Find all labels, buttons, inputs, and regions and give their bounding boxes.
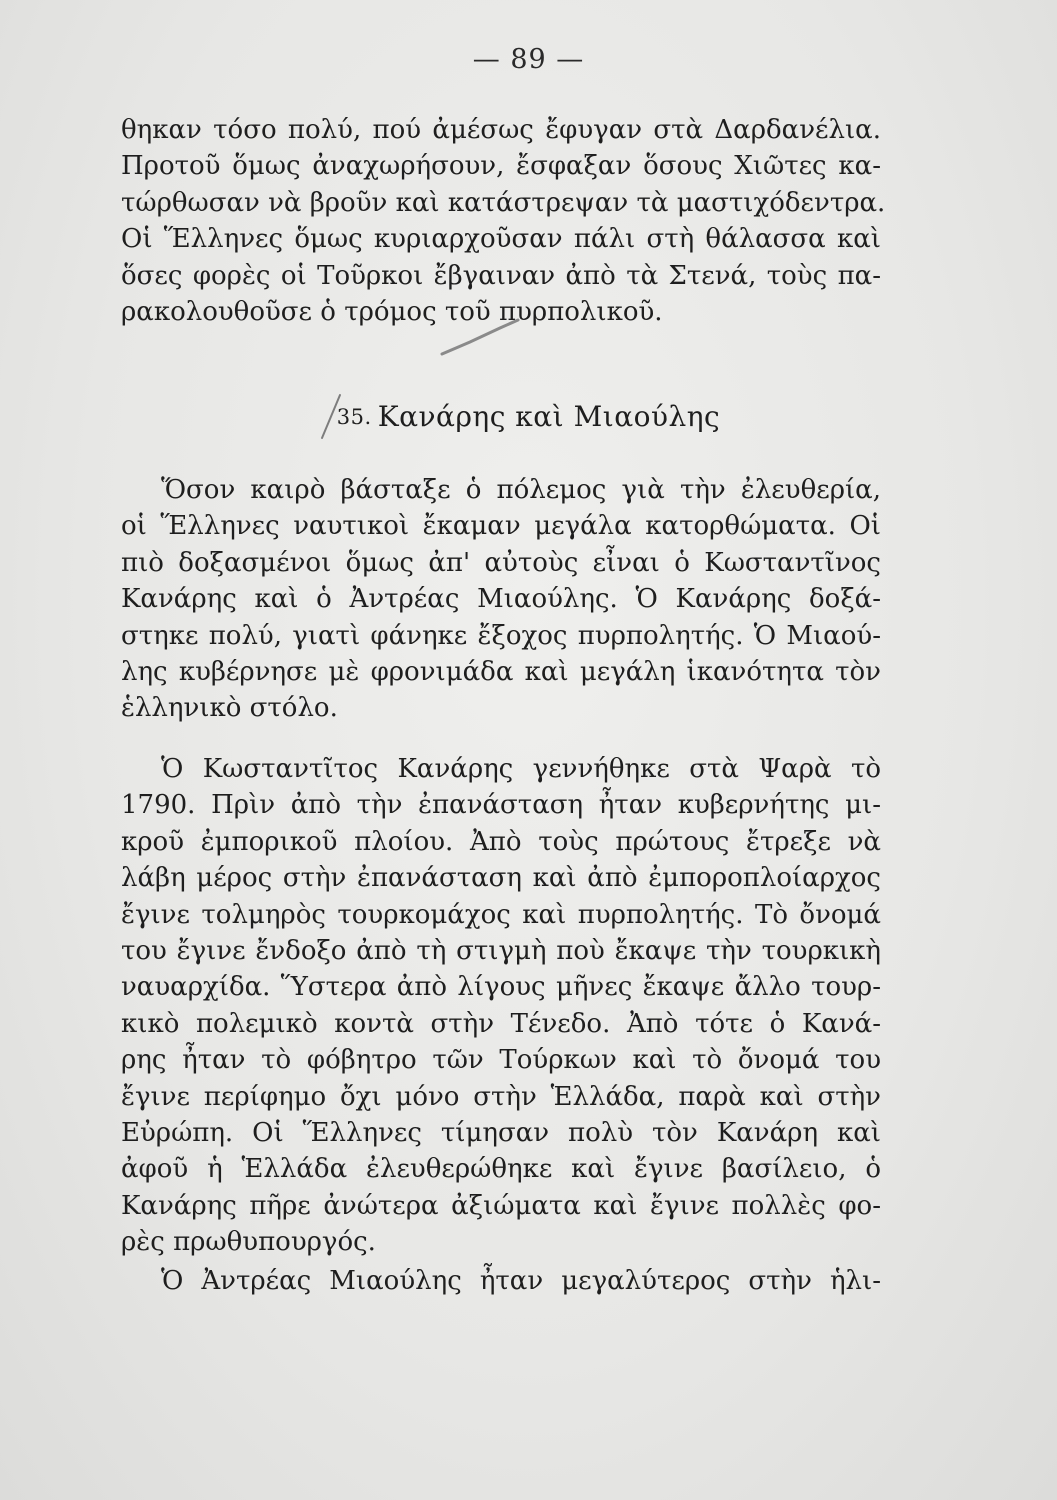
text-line: Εὐρώπη. Οἱ Ἕλληνες τίμησαν πολὺ τὸν Κανάρη καὶ bbox=[121, 1118, 881, 1149]
text-line: ἑλληνικὸ στόλο. bbox=[121, 693, 338, 724]
section-title: Κανάρης καὶ Μιαούλης bbox=[377, 400, 721, 433]
text-line: τώρθωσαν νὰ βροῦν καὶ κατάστρεψαν τὰ μαστιχόδεντρα. bbox=[121, 187, 886, 218]
text-line: κροῦ ἐμπορικοῦ πλοίου. Ἀπὸ τοὺς πρώτους ἔτρεξε νὰ bbox=[121, 826, 881, 857]
text-line: ρὲς πρωθυπουργός. bbox=[121, 1227, 376, 1258]
text-line: ναυαρχίδα. Ὕστερα ἀπὸ λίγους μῆνες ἔκαψε ἄλλο τουρ- bbox=[121, 972, 881, 1003]
text-line: ρακολουθοῦσε ὁ τρόμος τοῦ πυρπολικοῦ. bbox=[121, 297, 663, 328]
text-line: Κανάρης καὶ ὁ Ἀντρέας Μιαούλης. Ὁ Κανάρης δοξά- bbox=[121, 584, 881, 615]
text-line: Οἱ Ἕλληνες ὅμως κυριαρχοῦσαν πάλι στὴ θάλασσα καὶ bbox=[121, 224, 881, 255]
section-heading bbox=[0, 400, 1057, 433]
text-line: Ὁ Ἀντρέας Μιαούλης ἦταν μεγαλύτερος στὴν ἡλι- bbox=[161, 1266, 881, 1296]
text-line: ἔγινε τολμηρὸς τουρκομάχος καὶ πυρπολητής. Τὸ ὄνομά bbox=[121, 899, 881, 930]
paragraph-2 bbox=[121, 472, 881, 727]
text-line: Προτοῦ ὅμως ἀναχωρήσουν, ἔσφαξαν ὅσους Χιῶτες κα- bbox=[121, 151, 881, 182]
text-line: ἀφοῦ ἡ Ἑλλάδα ἐλευθερώθηκε καὶ ἔγινε βασίλειο, ὁ bbox=[121, 1154, 881, 1185]
text-line: Ὅσον καιρὸ βάσταξε ὁ πόλεμος γιὰ τὴν ἐλευθερία, bbox=[161, 475, 881, 505]
page-number: — 89 — bbox=[472, 44, 585, 75]
text-line: οἱ Ἕλληνες ναυτικοὶ ἔκαμαν μεγάλα κατορθώματα. Οἱ bbox=[121, 511, 881, 542]
paragraph-4 bbox=[121, 1263, 881, 1299]
text-line: στηκε πολύ, γιατὶ φάνηκε ἔξοχος πυρπολητής. Ὁ Μιαού- bbox=[121, 620, 881, 651]
text-line: λης κυβέρνησε μὲ φρονιμάδα καὶ μεγάλη ἱκανότητα τὸν bbox=[121, 657, 881, 688]
text-line: του ἔγινε ἔνδοξο ἀπὸ τὴ στιγμὴ πoὺ ἔκαψε τὴν τουρκικὴ bbox=[121, 936, 881, 967]
text-line: ἔγινε περίφημο ὄχι μόνο στὴν Ἑλλάδα, παρὰ καὶ στὴν bbox=[121, 1081, 881, 1112]
paragraph-3 bbox=[121, 751, 881, 1261]
section-number: 35. bbox=[336, 405, 372, 429]
text-line: ὅσες φορὲς οἱ Τοῦρκοι ἔβγαιναν ἀπὸ τὰ Στενά, τοὺς πα- bbox=[121, 260, 881, 291]
text-line: κικὸ πολεμικὸ κοντὰ στὴν Τένεδο. Ἀπὸ τότε ὁ Κανά- bbox=[121, 1008, 881, 1039]
text-line: ρης ἦταν τὸ φόβητρο τῶν Τούρκων καὶ τὸ ὄνομά του bbox=[121, 1045, 881, 1076]
text-line: θηκαν τόσο πολύ, πού ἀμέσως ἔφυγαν στὰ Δαρδανέλια. bbox=[121, 115, 881, 145]
text-line: λάβη μέρος στὴν ἐπανάσταση καὶ ἀπὸ ἐμποροπλοίαρχος bbox=[121, 863, 881, 894]
text-line: πιὸ δοξασμένοι ὅμως ἀπ' αὐτοὺς εἶναι ὁ Κωσταντῖνος bbox=[121, 547, 881, 578]
text-line: Ὁ Κωσταντῖτος Κανάρης γεννήθηκε στὰ Ψαρὰ τὸ bbox=[161, 754, 881, 784]
text-line: 1790. Πρὶν ἀπὸ τὴν ἐπανάσταση ἦταν κυβερνήτης μι- bbox=[121, 790, 881, 821]
paragraph-1 bbox=[121, 112, 886, 330]
text-line: Κανάρης πῆρε ἀνώτερα ἀξιώματα καὶ ἔγινε πολλὲς φο- bbox=[121, 1190, 881, 1221]
